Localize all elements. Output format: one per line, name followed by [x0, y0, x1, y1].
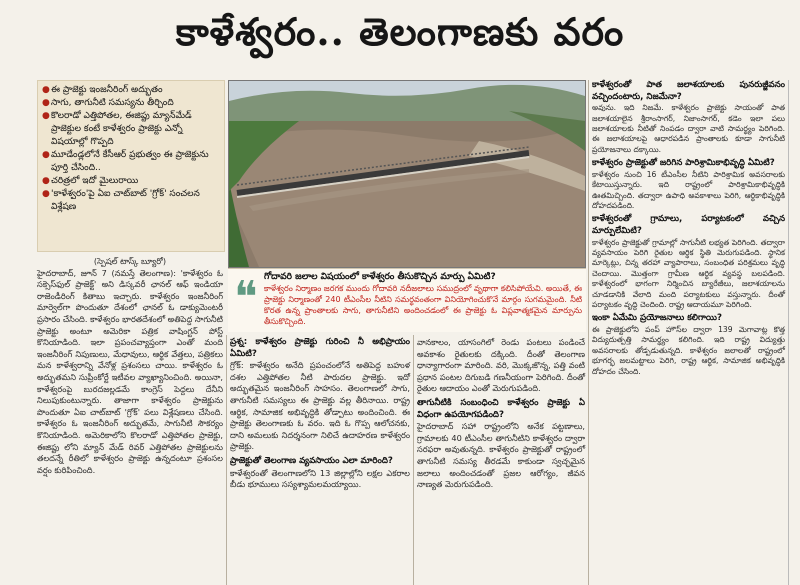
intro-text: హైదరాబాద్, జూన్ 7 (నమస్తే తెలంగాణ): 'కాళేశ్వరం ఓ సక్సెస్‌ఫుల్ ప్రాజెక్ట్' అని డిస్కవరీ ఛానల్ ఆఫ్ ఇండియా రాజెండీరింగ్ కితాబు ఇచ్చారు. కాళేశ్వరం ఇంజనీరింగ్ మార్వెల్‌గా పొందుతూ దేశంలో ఛానల్ ఓ డాక్యుమెంటరీ ప్రసారం చేసింది. కాళేశ్వరం భారతదేశంలో అతిపెద్ద సాగునీటి ప్రాజెక్టు అంటూ అమెరికా పత్రిక వాషింగ్టన్ పోస్ట్ కొనియాడింది. ఇలా ప్రపంచవ్యాప్తంగా ఎంతో మంది ఇంజనీరింగ్ నిపుణులు, మేధావులు, ఆర్థిక వేత్తలు, పత్రికలు మన కాళేశ్వరాన్ని వేనోళ్ల ప్రశంసలు చాయి. కాళేశ్వరం ఓ అద్భుతమని సుప్రీంకోర్టే ఇటీవల వ్యాఖ్యానించింది. అయినా, కాళేశ్వరంపై బురదజల్లడమే కాంగ్రెస్ పెద్దలు దేనీని నిలుపుకుంటున్నారు. తాజాగా కాళేశ్వరం ప్రాజెక్టును పొందుతూ ఏఐ చాట్‌బాట్ 'గ్రోక్' పలు విశ్లేషణలు చేసింది. కాళేశ్వరం ఓ ఇంజనీరింగ్ అద్భుతమే, సాగునీటి సౌకర్యం కొనియాడింది. అమెరికాలోని కొలరాడో ఎత్తిపోతల ప్రాజెక్టు, ఈజిప్టు లోని మ్యాన్ మేడ్ రివర్ ఎత్తిపోతల ప్రాజెక్టులను తలదన్నే రీతిలో కాళేశ్వరం ప్రాజెక్టు ఉన్నదంటూ ప్రశంసల వర్షం కురిపించింది. [37, 267, 223, 475]
question-heading: ప్రాజెక్టుతో తెలంగాణ వ్యవసాయం ఎలా మారింది? [230, 455, 393, 466]
highlights-box [37, 80, 225, 252]
question-heading: ప్రశ్న: కాళేశ్వరం ప్రాజెక్టు గురించి నీ అభిప్రాయం ఏమిటి? [230, 337, 410, 359]
byline: (స్పెషల్ టాస్క్ బ్యూరో) [93, 256, 167, 266]
question-heading: తాగునీటికి సంబంధించి కాళేశ్వరం ప్రాజెక్టు ఏ విధంగా ఉపయోగపడింది? [417, 397, 585, 420]
answer-text: హైదరాబాద్ సహా రాష్ట్రంలోని అనేక పట్టణాలు, గ్రామాలకు 40 టీఎంసీల తాగునీటిని కాళేశ్వరం ద్వారా సరఫరా అవుతున్నది. కాళేశ్వరం ప్రాజెక్టుతో రాష్ట్రంలో తాగునీటి సమస్య తీరడమే కాకుండా స్వచ్ఛమైన జలాలు అందించడంతో ప్రజల ఆరోగ్యం, జీవన నాణ్యత మెరుగుపడింది. [417, 421, 585, 490]
answer-text: గ్రోక్: కాళేశ్వరం అనేది ప్రపంచంలోనే అతిపెద్ద బహుళ దశల ఎత్తిపోతల నీటి పారుదల ప్రాజెక్టు. ఇదో అద్భుతమైన ఇంజనీరింగ్ సాహసం. తెలంగాణలో సాగు, తాగునీటి సమస్యలు ఈ ప్రాజెక్టు వల్ల తీరినాయి. రాష్ట్ర ఆర్థిక, సామాజిక అభివృద్ధికి తోడ్పాటు అందించింది. ఈ ప్రాజెక్టు తెలంగాణకు ఓ వరం. ఇది ఓ గొప్ప ఆలోచనకు, దాని అమలుకు నిదర్శనంగా నిలిచే ఉదాహరణ కాళేశ్వరం ప్రాజెక్టు. [230, 360, 410, 452]
barrage-photo [228, 80, 586, 268]
barrage-illustration [229, 81, 585, 267]
question-heading: కాళేశ్వరంతో పాత జలాశయాలకు పునరుజ్జీవనం వచ్చిందంటారు, నిజమేనా? [592, 80, 785, 102]
highlight-item [42, 188, 220, 214]
answer-text: వానకాలం, యాసంగిలో రెండు పంటలు పండించే అవకాశం రైతులకు దక్కింది. దీంతో తెలంగాణ ధాన్యాగారంగా మారింది. వరి, మొక్కజొన్న, పత్తి వంటి ప్రధాన పంటల దిగుబడి గణనీయంగా పెరిగింది. దీంతో రైతుల ఆదాయం ఎంతో మెరుగుపడింది. [417, 337, 585, 394]
highlight-item [42, 84, 220, 97]
headline: కాళేశ్వరం.. తెలంగాణకు వరం [175, 8, 625, 54]
caption-body: కాళేశ్వరం నిర్మాణం జరగక ముందు గోదావరి నదీజలాలు సముద్రంలో వృథాగా కలిసిపోయేవి. అయితే, ఈ ప్రాజెక్టు నిర్మాణంతో 240 టీఎంసీల నీటిని సమర్థవంతంగా వినియోగించుకొనే మార్గం సుగమమైంది. నీటి కొరత ఉన్న ప్రాంతాలకు సాగు, తాగునీటిని అందించడంలో ఈ ప్రాజెక్టు ఓ విప్లవాత్మకమైన మార్పును తీసుకొచ్చింది. [264, 284, 582, 326]
question-heading: కాళేశ్వరంతో గ్రామాలు, పర్యాటకంలో వచ్చిన మార్పులేమిటి? [592, 214, 785, 237]
highlight-item [42, 110, 220, 149]
column-divider [226, 335, 227, 585]
column-qa-2 [417, 337, 585, 491]
highlight-text: 'కాళేశ్వరం'పై ఏఐ చాట్‌బాట్ 'గ్రోక్' సంచలన విశ్లేషణ [51, 189, 200, 212]
adjacent-column-edge [788, 80, 800, 585]
highlight-text: మూడేండ్లలోనే కేసీఆర్ ప్రభుత్వం ఈ ప్రాజెక్టును పూర్తి చేసింది.. [51, 150, 209, 173]
bullet-icon: ● [42, 176, 50, 186]
answer-text: కాళేశ్వరంతో తెలంగాణలోని 13 జిల్లాల్లోని లక్షల ఎకరాల బీడు భూములు సస్యశ్యామలమయ్యాయి. [230, 467, 410, 490]
question-heading: ఇంకా ఏమేమి ప్రయోజనాలు కలిగాయి? [592, 313, 722, 324]
caption-box [228, 268, 586, 332]
highlight-text: ఈ ప్రాజెక్టు ఇంజనీరింగ్ అద్భుతం [51, 85, 163, 95]
highlight-text: సాగు, తాగునీటి సమస్యను తీర్చింది [51, 98, 174, 108]
highlight-item [42, 175, 220, 188]
highlight-item [42, 97, 220, 110]
bullet-icon: ● [42, 111, 50, 121]
bullet-icon: ● [42, 189, 50, 199]
column-divider [413, 335, 414, 585]
column-qa-3 [592, 80, 785, 377]
column-divider [588, 80, 589, 585]
column-intro [37, 256, 223, 476]
bullet-icon: ● [42, 98, 50, 108]
bullet-icon: ● [42, 85, 50, 95]
bullet-icon: ● [42, 150, 50, 160]
column-qa-1 [230, 337, 410, 491]
highlight-item [42, 149, 220, 175]
question-heading: కాళేశ్వరం ప్రాజెక్టుతో జరిగిన పారిశ్రామికాభివృద్ధి ఏమిటి? [592, 158, 775, 169]
highlight-text: చరిత్రలో ఇదో మైలురాయి [51, 176, 139, 186]
answer-text: అవును. ఇది నిజమే. కాళేశ్వరం ప్రాజెక్టు సాయంతో పాత జలాశయాలైన శ్రీరాంసాగర్, నిజాంసాగర్, కడెం ఇలా పలు జలాశయాలకు నీటితో నింపడం ద్వారా వాటి సామర్థ్యం పెరిగింది. ఈ జలాశయాలపై ఆధారపడిన ప్రాంతాలకు కూడా సాగునీటి ప్రయోజనాలు దక్కాయి. [592, 103, 785, 154]
highlight-text: కొలరాడో ఎత్తిపోతల, ఈజిప్టు మ్యాన్‌మేడ్ ప్రాజెక్టుల కంటే కాళేశ్వరం ప్రాజెక్టు ఎన్నో విషయాల్లో గొప్పది [51, 111, 192, 147]
answer-text: ఈ ప్రాజెక్టులోని పంప్ హౌస్‌ల ద్వారా 139 మెగావాట్ల కొత్త విద్యుదుత్పత్తి సామర్థ్యం కలిగింది. ఇది రాష్ట్ర విద్యుత్తు అవసరాలకు తోడ్పడుతున్నది. కాళేశ్వరం జలాలతో రాష్ట్రంలో భూగర్భ జలమట్టాలు పెరిగి, రాష్ట్ర ఆర్థిక, సామాజిక అభివృద్ధికి దోహదం చేసింది. [592, 325, 785, 376]
caption-heading: గోదావరి జలాల విషయంలో కాళేశ్వరం తీసుకొచ్చిన మార్పు ఏమిటి? [264, 272, 496, 282]
answer-text: కాళేశ్వరం ప్రాజెక్టుతో గ్రామాల్లో సాగునీటి లభ్యత పెరిగింది. తద్వారా వ్యవసాయం పెరిగి రైతుల ఆర్థిక స్థితి మెరుగుపడింది. స్థానిక మార్కెట్లు, చిన్న తరహా వ్యాపారాలు, సంబంధిత పరిశ్రమలు వృద్ధి చెందాయి. మొత్తంగా గ్రామీణ ఆర్థిక వ్యవస్థ బలపడింది. కాళేశ్వరంలో భాగంగా నిర్మించిన బ్యారేజీలు, జలాశయాలను చూడడానికి వేలాది మంది పర్యాటకులు వస్తున్నారు. దీంతో పర్యాటకం వృద్ధి చెందింది. రాష్ట్ర ఆదాయమూ పెరిగింది. [592, 237, 785, 310]
answer-text: కాళేశ్వరం నుంచి 16 టీఎంసీల నీటిని పారిశ్రామిక అవసరాలకు కేటాయిస్తున్నారు. ఇది రాష్ట్రంలో పారిశ్రామికాభివృద్ధికి ఊతమిచ్చింది. తద్వారా ఉపాధి అవకాశాలు పెరిగి, ఆర్థికాభివృద్ధికి దోహదపడింది. [592, 169, 785, 211]
quote-icon: ❝ [234, 272, 258, 323]
